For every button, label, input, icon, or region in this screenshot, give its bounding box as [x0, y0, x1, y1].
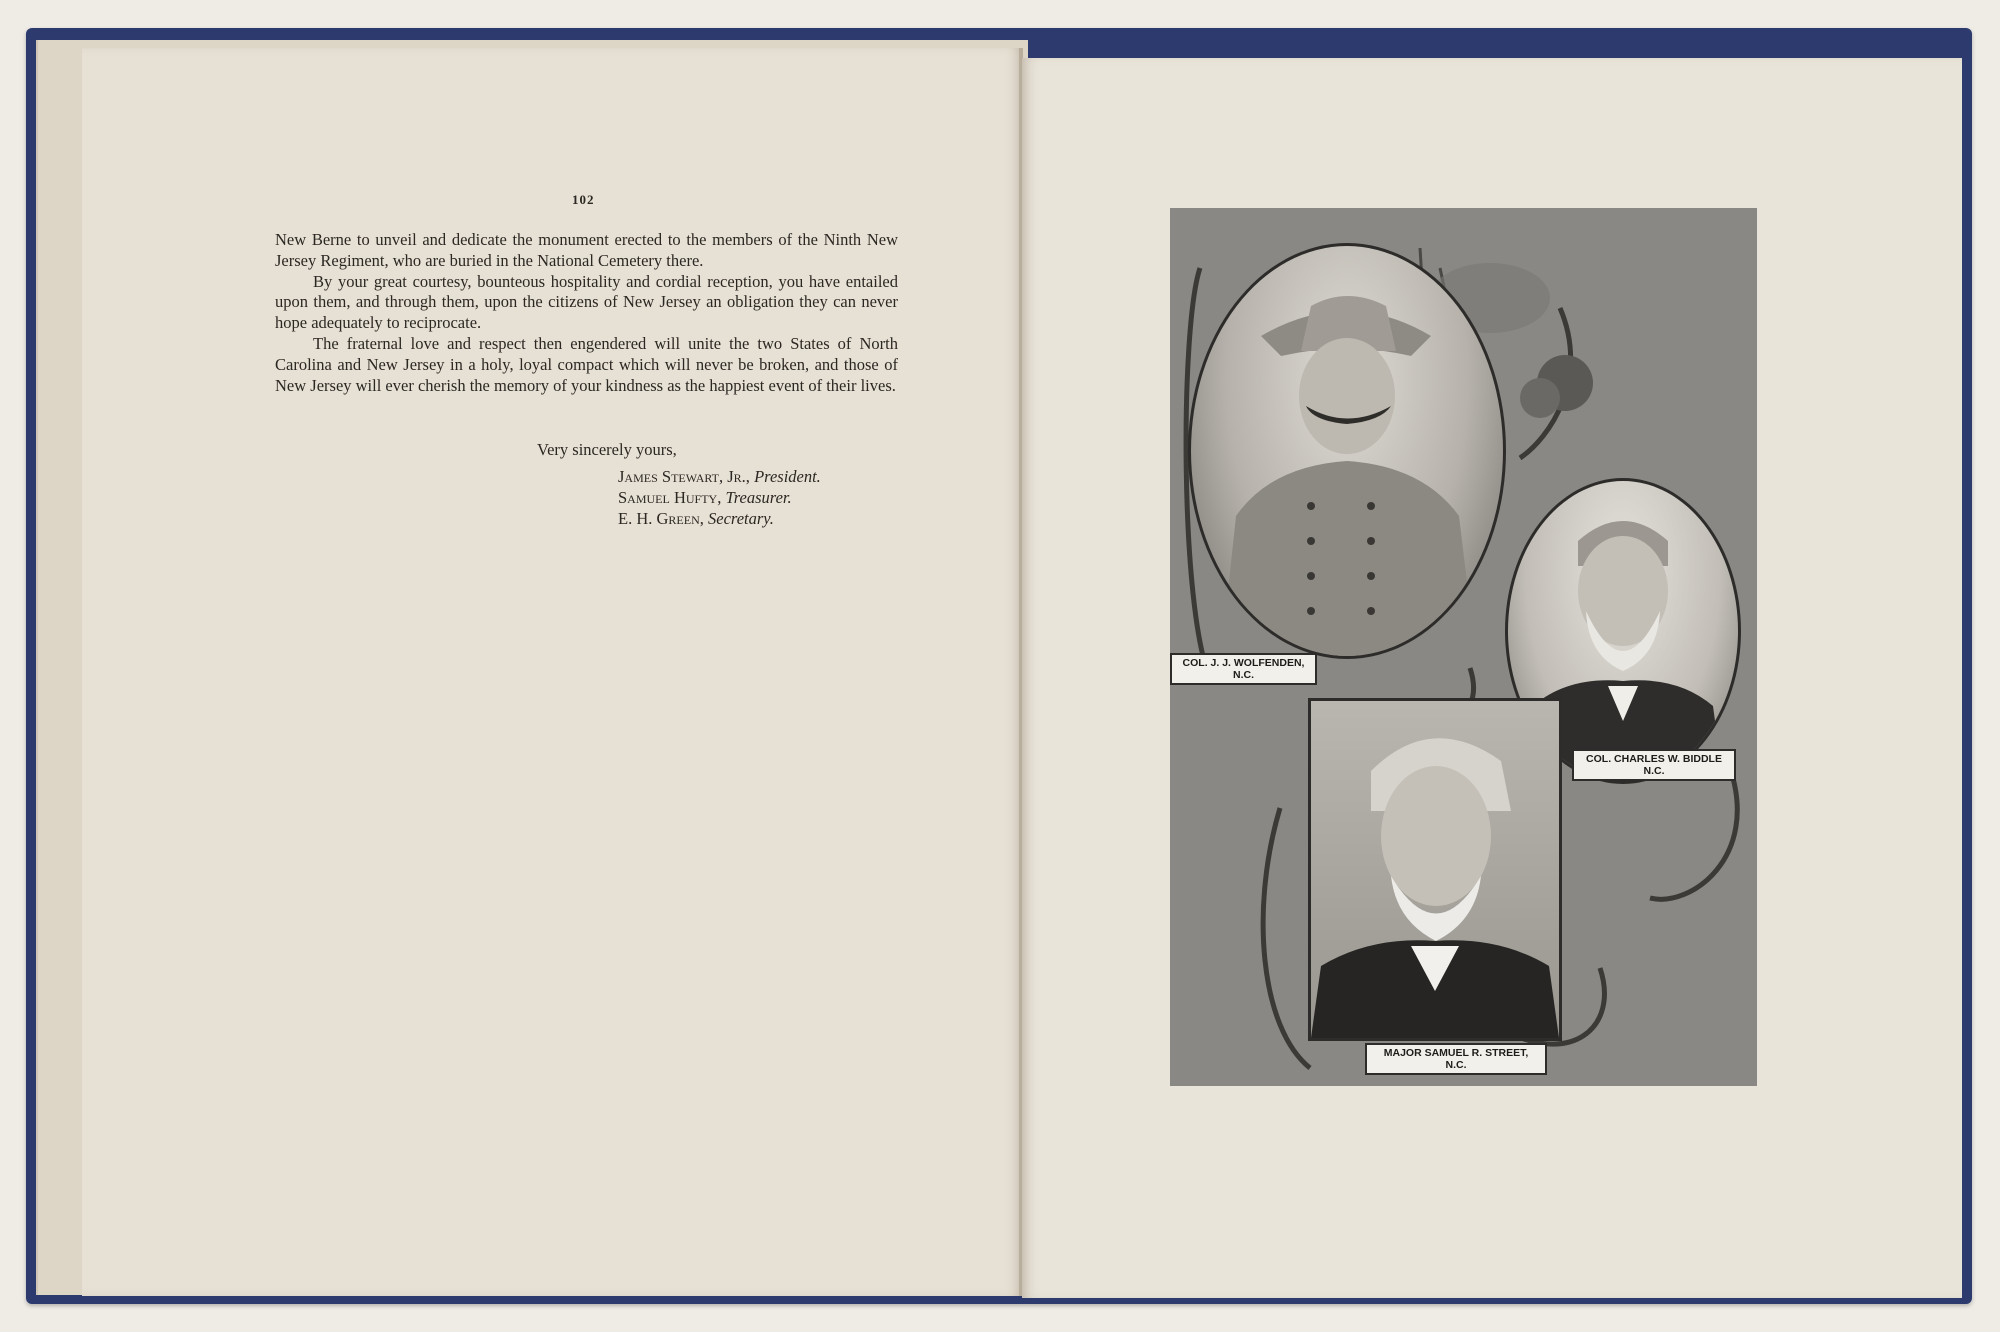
paragraph: By your great courtesy, bounteous hospitality and cordial reception, you have entailed upon them, and through them, upon the citizens of New Jersey an obligation they can never hope adequately to reciprocate.	[275, 271, 898, 333]
page-number: 102	[572, 192, 595, 207]
signatory-name: E. H. Green,	[618, 508, 704, 528]
signatory-title: Secretary.	[708, 508, 774, 528]
portrait-plate	[1170, 208, 1757, 1086]
letter-closing: Very sincerely yours,	[537, 440, 677, 459]
signatory	[618, 488, 821, 509]
caption-line: N.C.	[1445, 1059, 1467, 1071]
paragraph: New Berne to unveil and dedicate the monument erected to the members of the Ninth New Jersey Regiment, who are buried in the National Cemetery there.	[275, 230, 898, 270]
signatory-title: President.	[754, 467, 821, 486]
caption-biddle	[1572, 749, 1736, 781]
caption-line: COL. J. J. WOLFENDEN,	[1182, 657, 1305, 669]
caption-line: COL. CHARLES W. BIDDLE	[1586, 753, 1722, 765]
signature-block	[618, 467, 821, 529]
signatory	[618, 467, 821, 488]
signatory-name: Samuel Hufty,	[618, 487, 722, 507]
portrait-street-image	[1311, 701, 1559, 1038]
paragraph: The fraternal love and respect then engendered will unite the two States of North Carolina and New Jersey in a holy, loyal compact which will never be broken, and those of New Jersey will ever cherish the memory of your kindness as the happiest event of their lives.	[275, 333, 898, 395]
caption-line: N.C.	[1233, 669, 1254, 681]
caption-street	[1365, 1043, 1547, 1075]
letter-body	[275, 230, 898, 396]
signatory	[618, 509, 821, 530]
caption-wolfenden	[1170, 653, 1317, 685]
caption-line: MAJOR SAMUEL R. STREET,	[1383, 1047, 1529, 1059]
portrait-wolfenden-image	[1191, 246, 1503, 656]
portrait-street	[1308, 698, 1562, 1041]
signatory-title: Treasurer.	[725, 487, 792, 507]
signatory-name: James Stewart, Jr.,	[618, 467, 750, 486]
portrait-wolfenden	[1188, 243, 1506, 659]
caption-line: N.C.	[1643, 765, 1665, 777]
